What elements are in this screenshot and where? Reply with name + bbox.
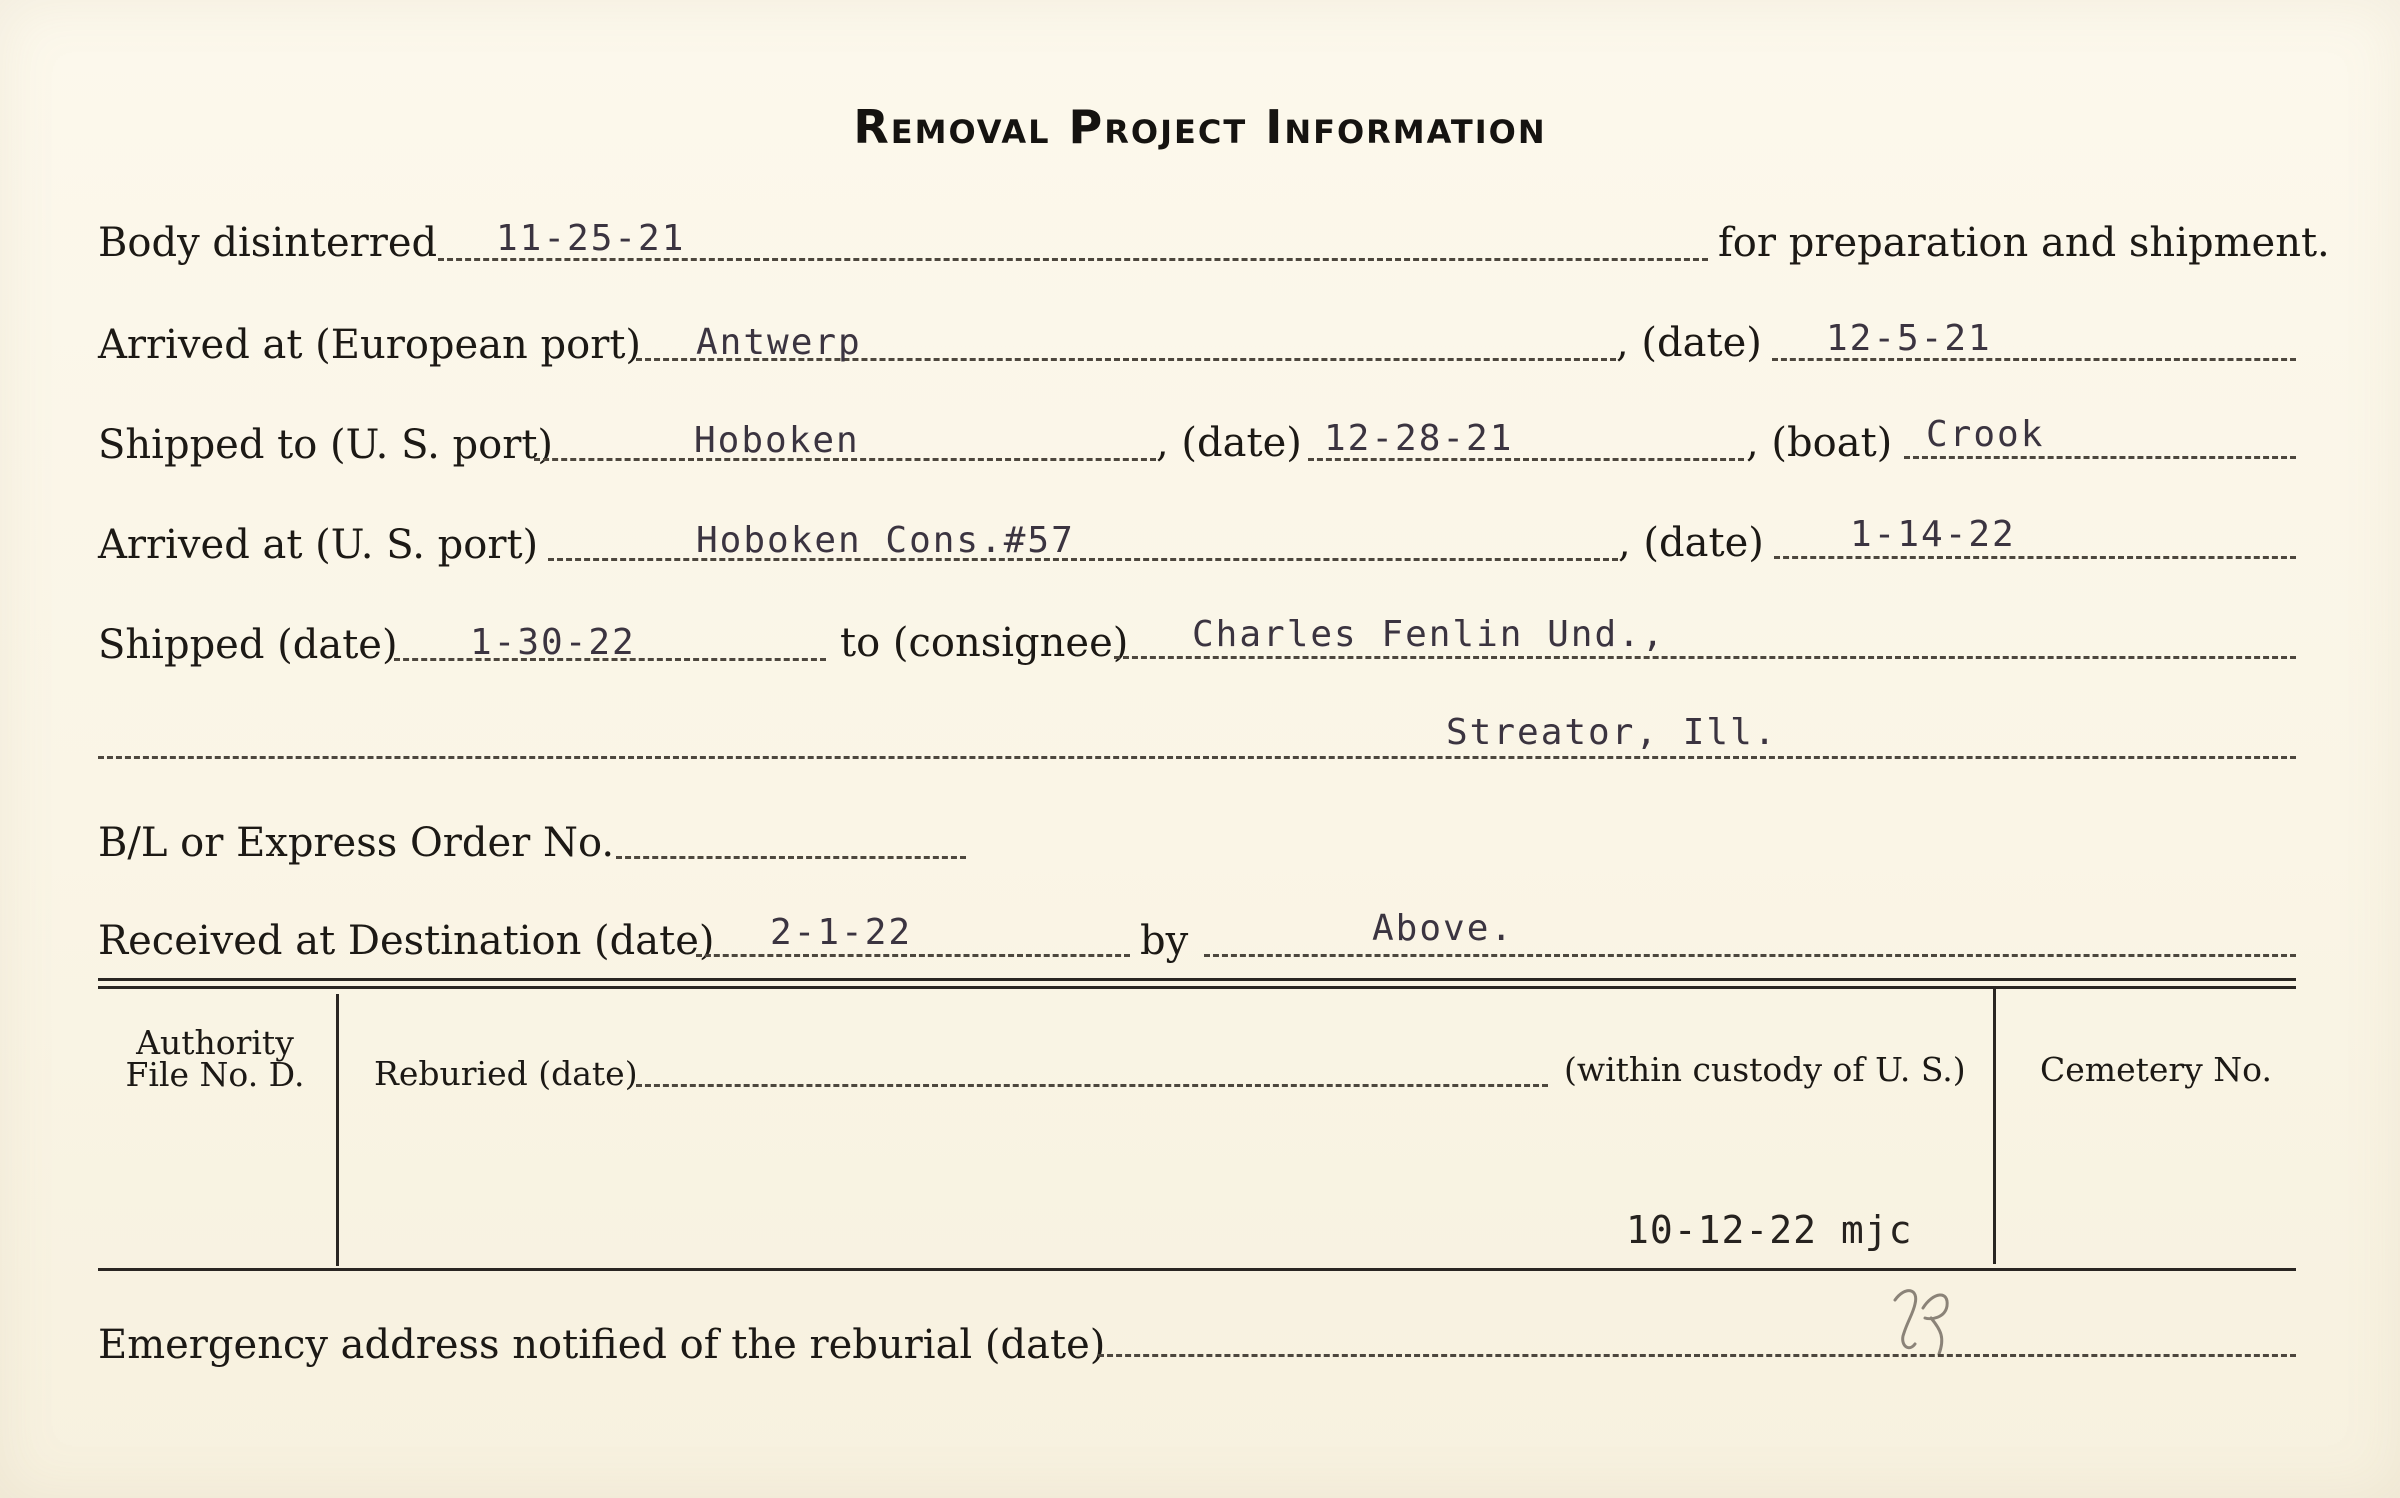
emergency-label: Emergency address notified of the reburial (date) — [98, 1322, 1106, 1368]
reburied-line — [636, 1084, 1548, 1087]
disinterred-date: 11-25-21 — [496, 218, 686, 259]
received-by-line — [1204, 954, 2296, 957]
boat-name: Crook — [1926, 414, 2045, 455]
arrived-us-date: 1-14-22 — [1850, 514, 2016, 555]
box-divider-left — [336, 994, 339, 1266]
arrived-us-label: Arrived at (U. S. port) — [98, 522, 539, 568]
bl-label: B/L or Express Order No. — [98, 820, 615, 866]
consignee-name: Charles Fenlin Und., — [1192, 614, 1666, 655]
custody-label: (within custody of U. S.) — [1564, 1050, 1966, 1089]
consignee-line-2 — [98, 756, 2296, 759]
received-by-label: by — [1140, 918, 1189, 964]
authority-label: Authority — [136, 1023, 294, 1062]
boat-label: , (boat) — [1746, 420, 1893, 466]
arrived-europe-date: 12-5-21 — [1826, 318, 1992, 359]
arrived-europe-label: Arrived at (European port) — [98, 322, 642, 368]
received-by: Above. — [1372, 908, 1515, 949]
consignee-label: to (consignee) — [840, 620, 1129, 666]
processing-stamp: 10-12-22 mjc — [1626, 1208, 1913, 1252]
cemetery-label: Cemetery No. — [2040, 1050, 2272, 1089]
emergency-line — [1098, 1354, 2296, 1357]
disinterred-suffix: for preparation and shipment. — [1718, 220, 2330, 266]
consignee-city: Streator, Ill. — [1446, 712, 1778, 753]
received-date: 2-1-22 — [770, 912, 913, 953]
reburied-label: Reburied (date) — [374, 1054, 638, 1093]
shipped-label: Shipped (date) — [98, 622, 398, 668]
file-no-label: File No. D. — [125, 1055, 305, 1094]
arrived-us-date-line — [1774, 556, 2296, 559]
arrived-europe-port: Antwerp — [696, 322, 862, 363]
received-label: Received at Destination (date) — [98, 918, 715, 964]
box-top-rule — [98, 978, 2296, 981]
shipped-us-date-label: , (date) — [1156, 420, 1302, 466]
arrived-europe-date-label: , (date) — [1616, 320, 1762, 366]
box-bottom-rule — [98, 1268, 2296, 1271]
shipped-us-date: 12-28-21 — [1324, 418, 1514, 459]
shipped-us-port: Hoboken — [694, 420, 860, 461]
box-divider-right — [1993, 986, 1996, 1264]
arrived-us-port: Hoboken Cons.#57 — [696, 520, 1075, 561]
card-title: Removal Project Information — [853, 100, 1547, 154]
bl-line — [616, 856, 966, 859]
disinterred-label: Body disinterred — [98, 220, 438, 266]
shipped-date: 1-30-22 — [470, 622, 636, 663]
received-date-line — [696, 954, 1130, 957]
box-top-rule-2 — [98, 986, 2296, 989]
boat-line — [1904, 456, 2296, 459]
arrived-us-date-label: , (date) — [1618, 520, 1764, 566]
shipped-us-label: Shipped to (U. S. port) — [98, 422, 553, 468]
consignee-line — [1114, 656, 2296, 659]
